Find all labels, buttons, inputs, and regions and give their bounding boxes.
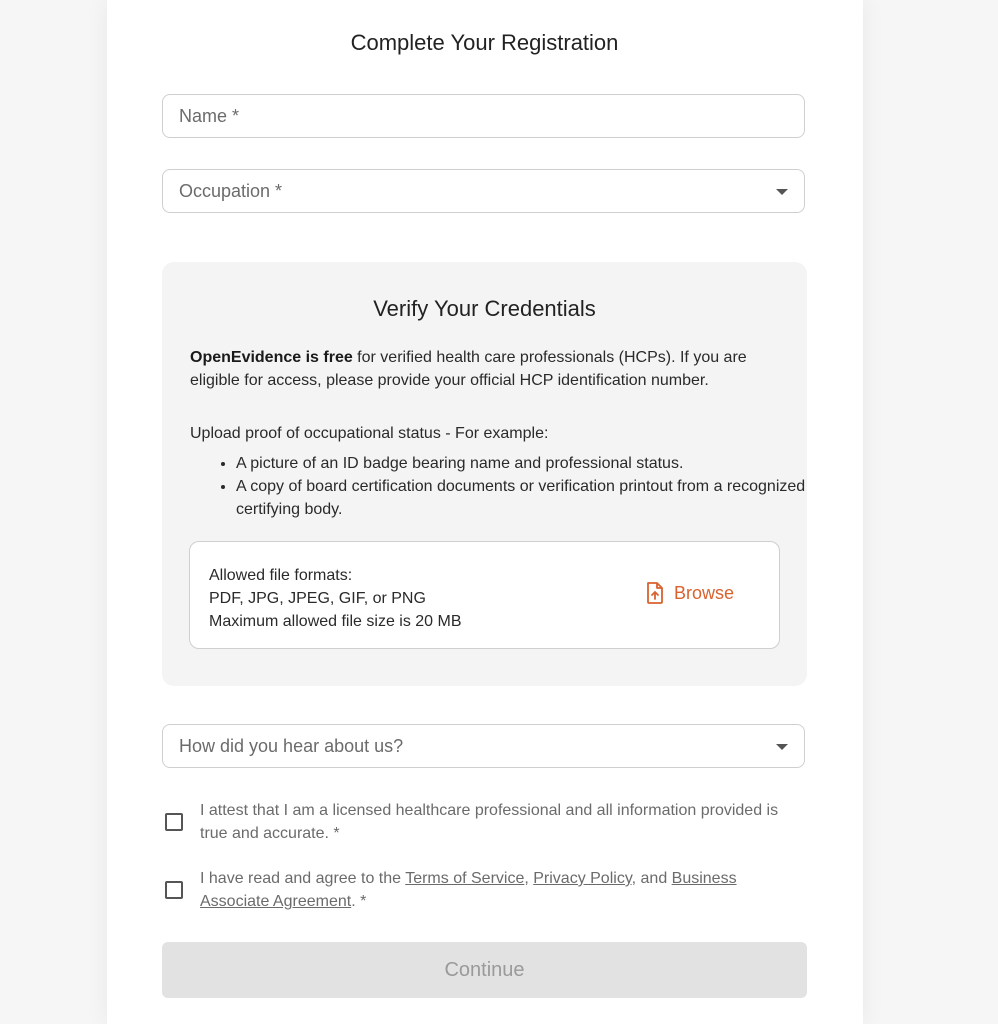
examples-list [190, 452, 816, 521]
verify-intro-bold: OpenEvidence is free [190, 349, 353, 366]
agree-prefix: I have read and agree to the [200, 870, 406, 887]
business-associate-agreement-link[interactable]: Business Associate Agreement [200, 870, 737, 910]
upload-info [209, 564, 462, 633]
name-placeholder: Name * [179, 105, 240, 126]
file-upload-dropzone[interactable] [189, 541, 780, 649]
page-title: Complete Your Registration [350, 30, 619, 55]
agree-checkbox[interactable] [165, 881, 183, 899]
browse-button[interactable] [646, 582, 734, 604]
referral-source-select[interactable] [162, 724, 805, 768]
file-upload-icon [646, 582, 664, 604]
attest-text: I attest that I am a licensed healthcare professional and all information provided is true and accurate. * [200, 802, 779, 842]
list-item: • A picture of an ID badge bearing name and professional status. [236, 452, 816, 475]
verify-title: Verify Your Credentials [373, 296, 596, 321]
verify-credentials-panel [162, 262, 807, 686]
verify-intro-rest: for verified health care professionals (HCPs). If you are eligible for access, please provide your official HCP identification number. [190, 349, 747, 389]
continue-button[interactable]: Continue [162, 942, 807, 998]
attest-checkbox[interactable] [165, 813, 183, 831]
upload-prompt: Upload proof of occupational status - For example: [190, 425, 549, 442]
occupation-placeholder: Occupation * [179, 180, 283, 201]
chevron-down-icon [776, 189, 788, 195]
registration-card [107, 0, 863, 1024]
max-size: Maximum allowed file size is 20 MB [209, 613, 462, 630]
terms-of-service-link[interactable]: Terms of Service [405, 870, 525, 887]
agree-sep-1: , [524, 870, 534, 887]
list-item: • A copy of board certification documents or verification printout from a recognized certifying body. [236, 475, 816, 521]
formats-list: PDF, JPG, JPEG, GIF, or PNG [209, 590, 426, 607]
formats-label: Allowed file formats: [209, 567, 353, 584]
agree-sep-2: , and [631, 870, 672, 887]
name-input[interactable] [162, 94, 805, 138]
chevron-down-icon [776, 744, 788, 750]
agree-suffix: . * [351, 893, 367, 910]
privacy-policy-link[interactable]: Privacy Policy [533, 870, 632, 887]
agree-text [200, 867, 790, 913]
verify-intro [190, 346, 790, 392]
browse-label: Browse [674, 582, 735, 603]
occupation-select[interactable] [162, 169, 805, 213]
referral-placeholder: How did you hear about us? [179, 735, 404, 756]
